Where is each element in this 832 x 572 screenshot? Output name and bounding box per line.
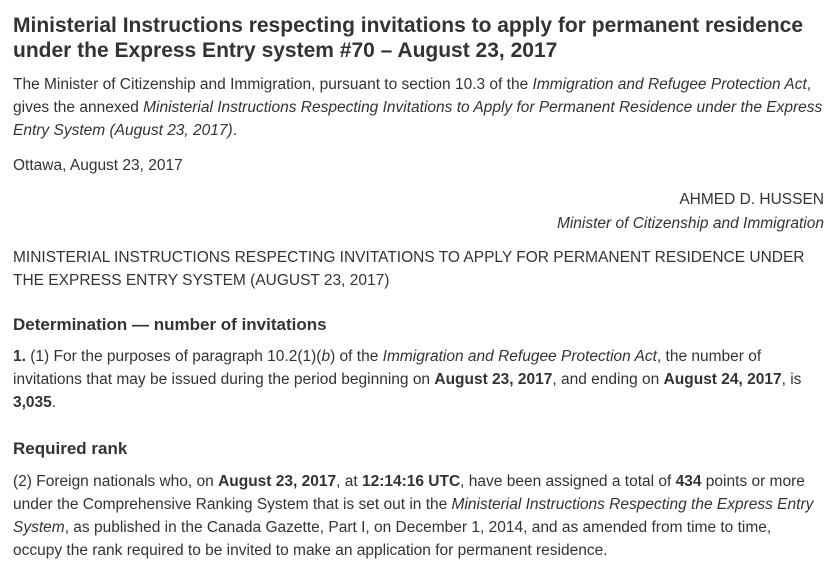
section-heading-required-rank: Required rank <box>13 439 128 458</box>
det-text-1: (1) For the purposes of paragraph 10.2(1)( <box>25 348 322 365</box>
invitation-count: 3,035 <box>13 394 52 411</box>
intro-act-name: Immigration and Refugee Protection Act <box>532 76 807 93</box>
det-text-3: , the number of invitations that may be issued during the period beginning on <box>13 348 762 388</box>
period-end-date: August 24, 2017 <box>663 371 782 388</box>
intro-text-3: . <box>232 122 237 139</box>
intro-text-2: , gives the annexed <box>13 76 812 116</box>
rank-text-4: points or more under the Comprehensive Ranking System that is set out in the <box>13 473 805 513</box>
rank-text-3: , have been assigned a total of <box>460 473 676 490</box>
det-text-4: , and ending on <box>552 371 664 388</box>
instructions-title: MINISTERIAL INSTRUCTIONS RESPECTING INVITATIONS TO APPLY FOR PERMANENT RESIDENCE UNDER THE EXPRESS ENTRY SYSTEM (AUGUST 23, 2017) <box>13 249 805 289</box>
intro-text-1: The Minister of Citizenship and Immigration, pursuant to section 10.3 of the <box>13 76 533 93</box>
rank-text-5: , as published in the Canada Gazette, Part I, on December 1, 2014, and as amended from time to time, occupy the rank required to be invited to make an application for permanent residence. <box>13 519 772 559</box>
rank-date: August 23, 2017 <box>218 473 337 490</box>
det-act-name: Immigration and Refugee Protection Act <box>382 348 657 365</box>
intro-paragraph <box>13 73 824 142</box>
intro-instructions-name: Ministerial Instructions Respecting Invitations to Apply for Permanent Residence under the Express Entry System (August 23, 2017) <box>13 99 823 139</box>
period-start-date: August 23, 2017 <box>434 371 553 388</box>
signatory-name: AHMED D. HUSSEN <box>679 191 824 208</box>
det-paragraph-letter: b <box>321 348 331 365</box>
rank-text-1: (2) Foreign nationals who, on <box>13 473 219 490</box>
required-rank-paragraph <box>13 470 824 562</box>
det-text-2: ) of the <box>330 348 383 365</box>
section-heading-determination: Determination — number of invitations <box>13 315 327 334</box>
rank-points: 434 <box>675 473 702 490</box>
det-text-6: . <box>51 394 57 411</box>
rank-time: 12:14:16 UTC <box>361 473 461 490</box>
place-date: Ottawa, August 23, 2017 <box>13 157 183 174</box>
section-number: 1. <box>13 348 26 365</box>
page-title: Ministerial Instructions respecting invitations to apply for permanent residence under the Express Entry system #70 – August 23, 2017 <box>13 14 804 62</box>
determination-paragraph <box>13 345 824 414</box>
signatory-title: Minister of Citizenship and Immigration <box>556 214 824 232</box>
det-text-5: , is <box>781 371 802 388</box>
rank-instructions-name: Ministerial Instructions Respecting the Express Entry System <box>13 496 814 536</box>
rank-text-2: , at <box>336 473 362 490</box>
signature-block <box>13 188 824 235</box>
